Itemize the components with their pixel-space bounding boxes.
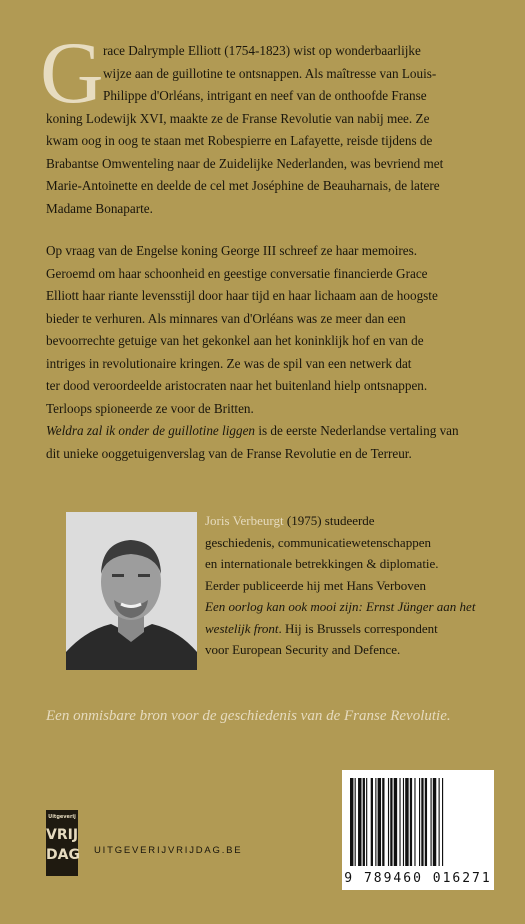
para-line: Geroemd om haar schoonheid en geestige conversatie financierde Grace bbox=[46, 265, 428, 281]
barcode-bar bbox=[390, 778, 392, 866]
logo-small-text: Uitgeverij bbox=[48, 814, 76, 820]
barcode-bar bbox=[350, 778, 353, 866]
barcode-bar bbox=[382, 778, 384, 866]
barcode-bar bbox=[363, 778, 365, 866]
second-paragraph bbox=[46, 240, 486, 465]
intro-line: Philippe d'Orléans, intrigant en neef van de onthoofde Franse bbox=[103, 88, 427, 103]
intro-line: koning Lodewijk XVI, maakte ze de Franse Revolutie van nabij mee. Ze bbox=[46, 110, 430, 126]
barcode-bar bbox=[403, 778, 404, 866]
para-line: Op vraag van de Engelse koning George III schreef ze haar memoires. bbox=[46, 243, 418, 258]
para-line: bieder te verhuren. Als minnares van d'Orléans was ze meer dan een bbox=[46, 310, 406, 326]
para-line: dit unieke ooggetuigenverslag van de Franse Revolutie en de Terreur. bbox=[46, 445, 412, 461]
barcode-bar bbox=[358, 778, 361, 866]
bio-italic: westelijk front bbox=[205, 620, 279, 636]
barcode-bar bbox=[399, 778, 400, 866]
author-portrait-image bbox=[66, 512, 197, 670]
intro-line: Brabantse Omwenteling naar de Zuidelijke Nederlanden, was bevriend met bbox=[46, 155, 444, 171]
bio-line: geschiedenis, communicatiewetenschappen bbox=[205, 534, 431, 550]
barcode-bar bbox=[431, 778, 432, 866]
barcode-bar bbox=[394, 778, 397, 866]
intro-line: Marie-Antoinette en deelde de cel met Joséphine de Beauharnais, de latere bbox=[46, 178, 440, 193]
intro-line: kwam oog in oog te staan met Robespierre en Lafayette, reisde tijdens de bbox=[46, 133, 433, 148]
para-line bbox=[46, 420, 486, 443]
closing-text: is de eerste Nederlandse vertaling van bbox=[255, 423, 459, 438]
para-line: bevoorrechte getuige van het gekonkel aan het koninklijk hof en van de bbox=[46, 333, 424, 348]
barcode-bar bbox=[371, 778, 373, 866]
barcode-bars bbox=[342, 770, 494, 870]
barcode-bar bbox=[414, 778, 415, 866]
publisher-url: UITGEVERIJVRIJDAG.BE bbox=[94, 845, 243, 856]
logo-top-text: VRIJ bbox=[46, 827, 79, 843]
para-line: ter dood veroordeelde aristocraten naar het buitenland hielp ontsnappen. bbox=[46, 378, 428, 393]
barcode bbox=[342, 770, 494, 890]
barcode-bar bbox=[375, 778, 376, 866]
drop-cap: G bbox=[40, 25, 104, 122]
bio-line bbox=[205, 510, 495, 532]
isbn-number: 9 789460 016271 bbox=[344, 871, 492, 886]
barcode-bar bbox=[410, 778, 412, 866]
intro-paragraph bbox=[46, 40, 486, 220]
para-line: intriges in revolutionaire kringen. Ze was de spil van een netwerk dat bbox=[46, 355, 412, 371]
barcode-bar bbox=[442, 778, 443, 866]
book-title: Weldra zal ik onder de guillotine liggen bbox=[46, 423, 256, 438]
barcode-bar bbox=[421, 778, 423, 866]
barcode-bar bbox=[439, 778, 440, 866]
bio-line: en internationale betrekkingen & diplomatie. bbox=[205, 556, 439, 571]
bio-text: . Hij is Brussels correspondent bbox=[278, 620, 438, 636]
intro-line: Madame Bonaparte. bbox=[46, 200, 153, 216]
barcode-bar bbox=[425, 778, 427, 866]
barcode-bar bbox=[366, 778, 367, 866]
bio-line: Eerder publiceerde hij met Hans Verboven bbox=[205, 577, 427, 593]
barcode-bar bbox=[433, 778, 436, 866]
intro-line: race Dalrymple Elliott (1754-1823) wist op wonderbaarlijke bbox=[103, 43, 421, 58]
barcode-bar bbox=[388, 778, 389, 866]
bio-line: Een oorlog kan ook mooi zijn: Ernst Jünger aan het bbox=[205, 599, 476, 614]
intro-line: wijze aan de guillotine te ontsnappen. Als maîtresse van Louis- bbox=[103, 65, 437, 81]
publisher-logo bbox=[46, 810, 78, 876]
author-bio bbox=[205, 510, 495, 661]
barcode-bar bbox=[419, 778, 420, 866]
tagline: Een onmisbare bron voor de geschiedenis van de Franse Revolutie. bbox=[46, 708, 451, 724]
barcode-bar bbox=[355, 778, 356, 866]
barcode-bar bbox=[405, 778, 408, 866]
author-name: Joris Verbeurgt bbox=[205, 513, 284, 528]
barcode-bar bbox=[378, 778, 381, 866]
bio-line: voor European Security and Defence. bbox=[205, 642, 401, 657]
author-photo bbox=[66, 512, 197, 670]
bio-text: (1975) studeerde bbox=[283, 513, 375, 528]
para-line: Elliott haar riante levensstijl door haar tijd en haar lichaam aan de hoogste bbox=[46, 288, 438, 303]
bio-line bbox=[205, 618, 495, 640]
logo-bottom-text: DAG bbox=[46, 847, 80, 863]
para-line: Terloops spioneerde ze voor de Britten. bbox=[46, 400, 254, 416]
